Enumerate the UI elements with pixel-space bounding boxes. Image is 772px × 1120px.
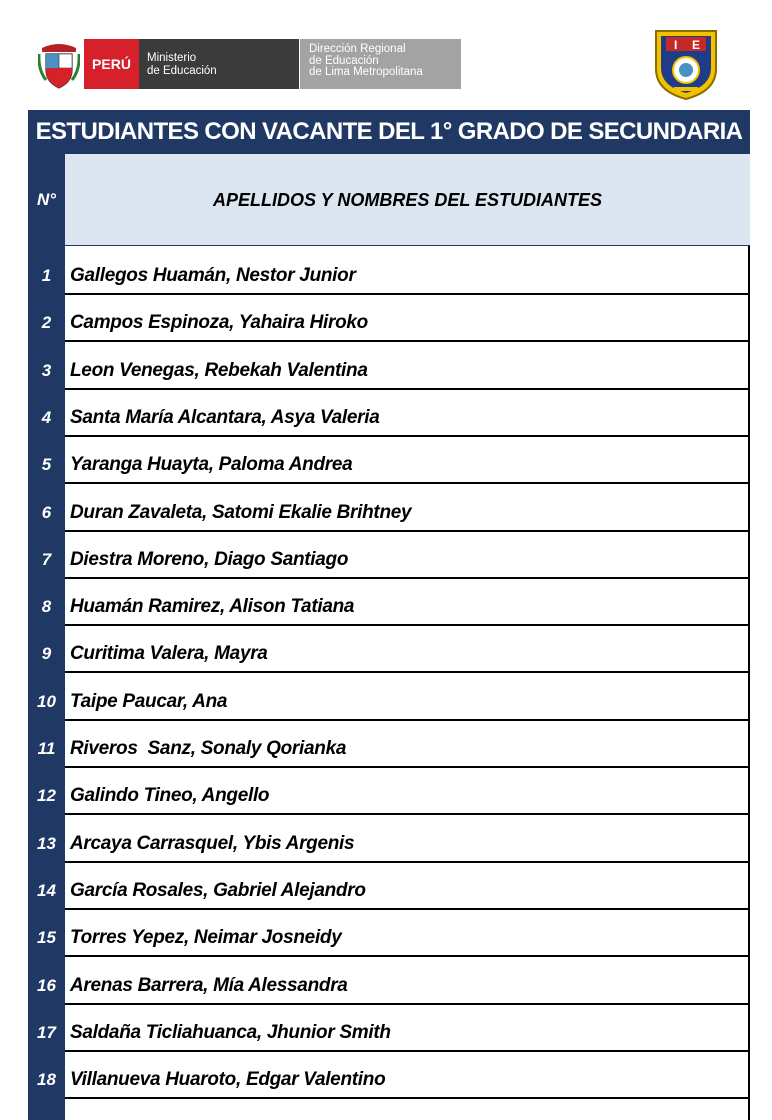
student-name: Curitima Valera, Mayra [70, 643, 268, 665]
row-number: 1 [41, 266, 52, 285]
dre-line-2: de Educación [309, 54, 379, 67]
student-name: Duran Zavaleta, Satomi Ekalie Brihtney [70, 501, 412, 523]
table-row [28, 247, 750, 294]
student-name: Gallegos Huamán, Nestor Junior [70, 265, 356, 286]
dre-line-3: de Lima Metropolitana [309, 66, 423, 78]
table-row [28, 531, 750, 578]
row-number: 14 [37, 880, 56, 900]
ministry-line-1: Ministerio [147, 52, 197, 64]
table-row [28, 1051, 750, 1098]
student-name: Taipe Paucar, Ana [70, 690, 228, 712]
student-name: Santa María Alcantara, Asya Valeria [70, 406, 380, 428]
row-number: 8 [41, 597, 52, 617]
dre-line-1: Dirección Regional [309, 43, 406, 55]
student-name: Galindo Tineo, Angello [70, 785, 270, 807]
row-number: 18 [37, 1070, 56, 1090]
student-name: Arenas Barrera, Mía Alessandra [70, 974, 348, 996]
school-crest-icon [652, 25, 720, 101]
row-number: 6 [41, 502, 52, 522]
row-number: 13 [37, 833, 56, 853]
student-name: Huamán Ramirez, Alison Tatiana [70, 596, 355, 618]
svg-text:E: E [692, 38, 701, 52]
svg-text:I: I [674, 38, 678, 52]
student-name: García Rosales, Gabriel Alejandro [70, 879, 366, 901]
ministry-line-2: de Educación [147, 65, 217, 77]
row-number: 10 [37, 691, 56, 711]
student-name: Yaranga Huayta, Paloma Andrea [70, 454, 353, 476]
row-number: 7 [41, 549, 52, 569]
student-name: Riveros Sanz, Sonaly Qorianka [70, 738, 347, 759]
table-row [28, 815, 750, 862]
table-row [28, 389, 750, 436]
table-title: ESTUDIANTES CON VACANTE DEL 1° GRADO DE SECUNDARIA [28, 110, 750, 154]
table-row [28, 862, 750, 909]
student-name: Villanueva Huaroto, Edgar Valentino [70, 1069, 386, 1091]
table-row [28, 436, 750, 483]
regional-directorate-label [300, 39, 461, 89]
student-name: Campos Espinoza, Yahaira Hiroko [70, 312, 368, 334]
student-name: Torres Yepez, Neimar Josneidy [70, 927, 342, 949]
row-number: 12 [37, 786, 56, 806]
row-number: 9 [41, 644, 52, 664]
table-row [28, 578, 750, 625]
row-number: 15 [37, 928, 56, 948]
national-coat-of-arms-icon [38, 40, 80, 90]
row-number: 5 [41, 455, 52, 475]
table-row [28, 484, 750, 531]
row-divider [65, 1097, 750, 1099]
column-header-names: APELLIDOS Y NOMBRES DEL ESTUDIANTES [212, 190, 603, 210]
row-number: 3 [41, 360, 52, 380]
table-row [28, 1004, 750, 1051]
student-name: Arcaya Carrasquel, Ybis Argenis [70, 832, 355, 854]
student-name: Leon Venegas, Rebekah Valentina [70, 359, 368, 381]
peru-brand-label: PERÚ [84, 39, 139, 89]
table-row [28, 294, 750, 341]
row-number: 17 [37, 1022, 56, 1042]
table-row [28, 767, 750, 814]
table-row [28, 673, 750, 720]
student-name: Diestra Moreno, Diago Santiago [70, 548, 349, 570]
row-number: 2 [41, 313, 52, 333]
table-row [28, 720, 750, 767]
student-name: Saldaña Ticliahuanca, Jhunior Smith [70, 1021, 391, 1043]
column-header-number: N° [36, 190, 57, 209]
row-number: 16 [37, 975, 56, 995]
table-row [28, 957, 750, 1004]
ministry-label [139, 39, 299, 89]
table-row [28, 342, 750, 389]
document-header [0, 0, 772, 108]
table-row [28, 909, 750, 956]
row-number: 11 [37, 739, 56, 758]
row-number: 4 [41, 407, 52, 427]
table-row [28, 625, 750, 672]
